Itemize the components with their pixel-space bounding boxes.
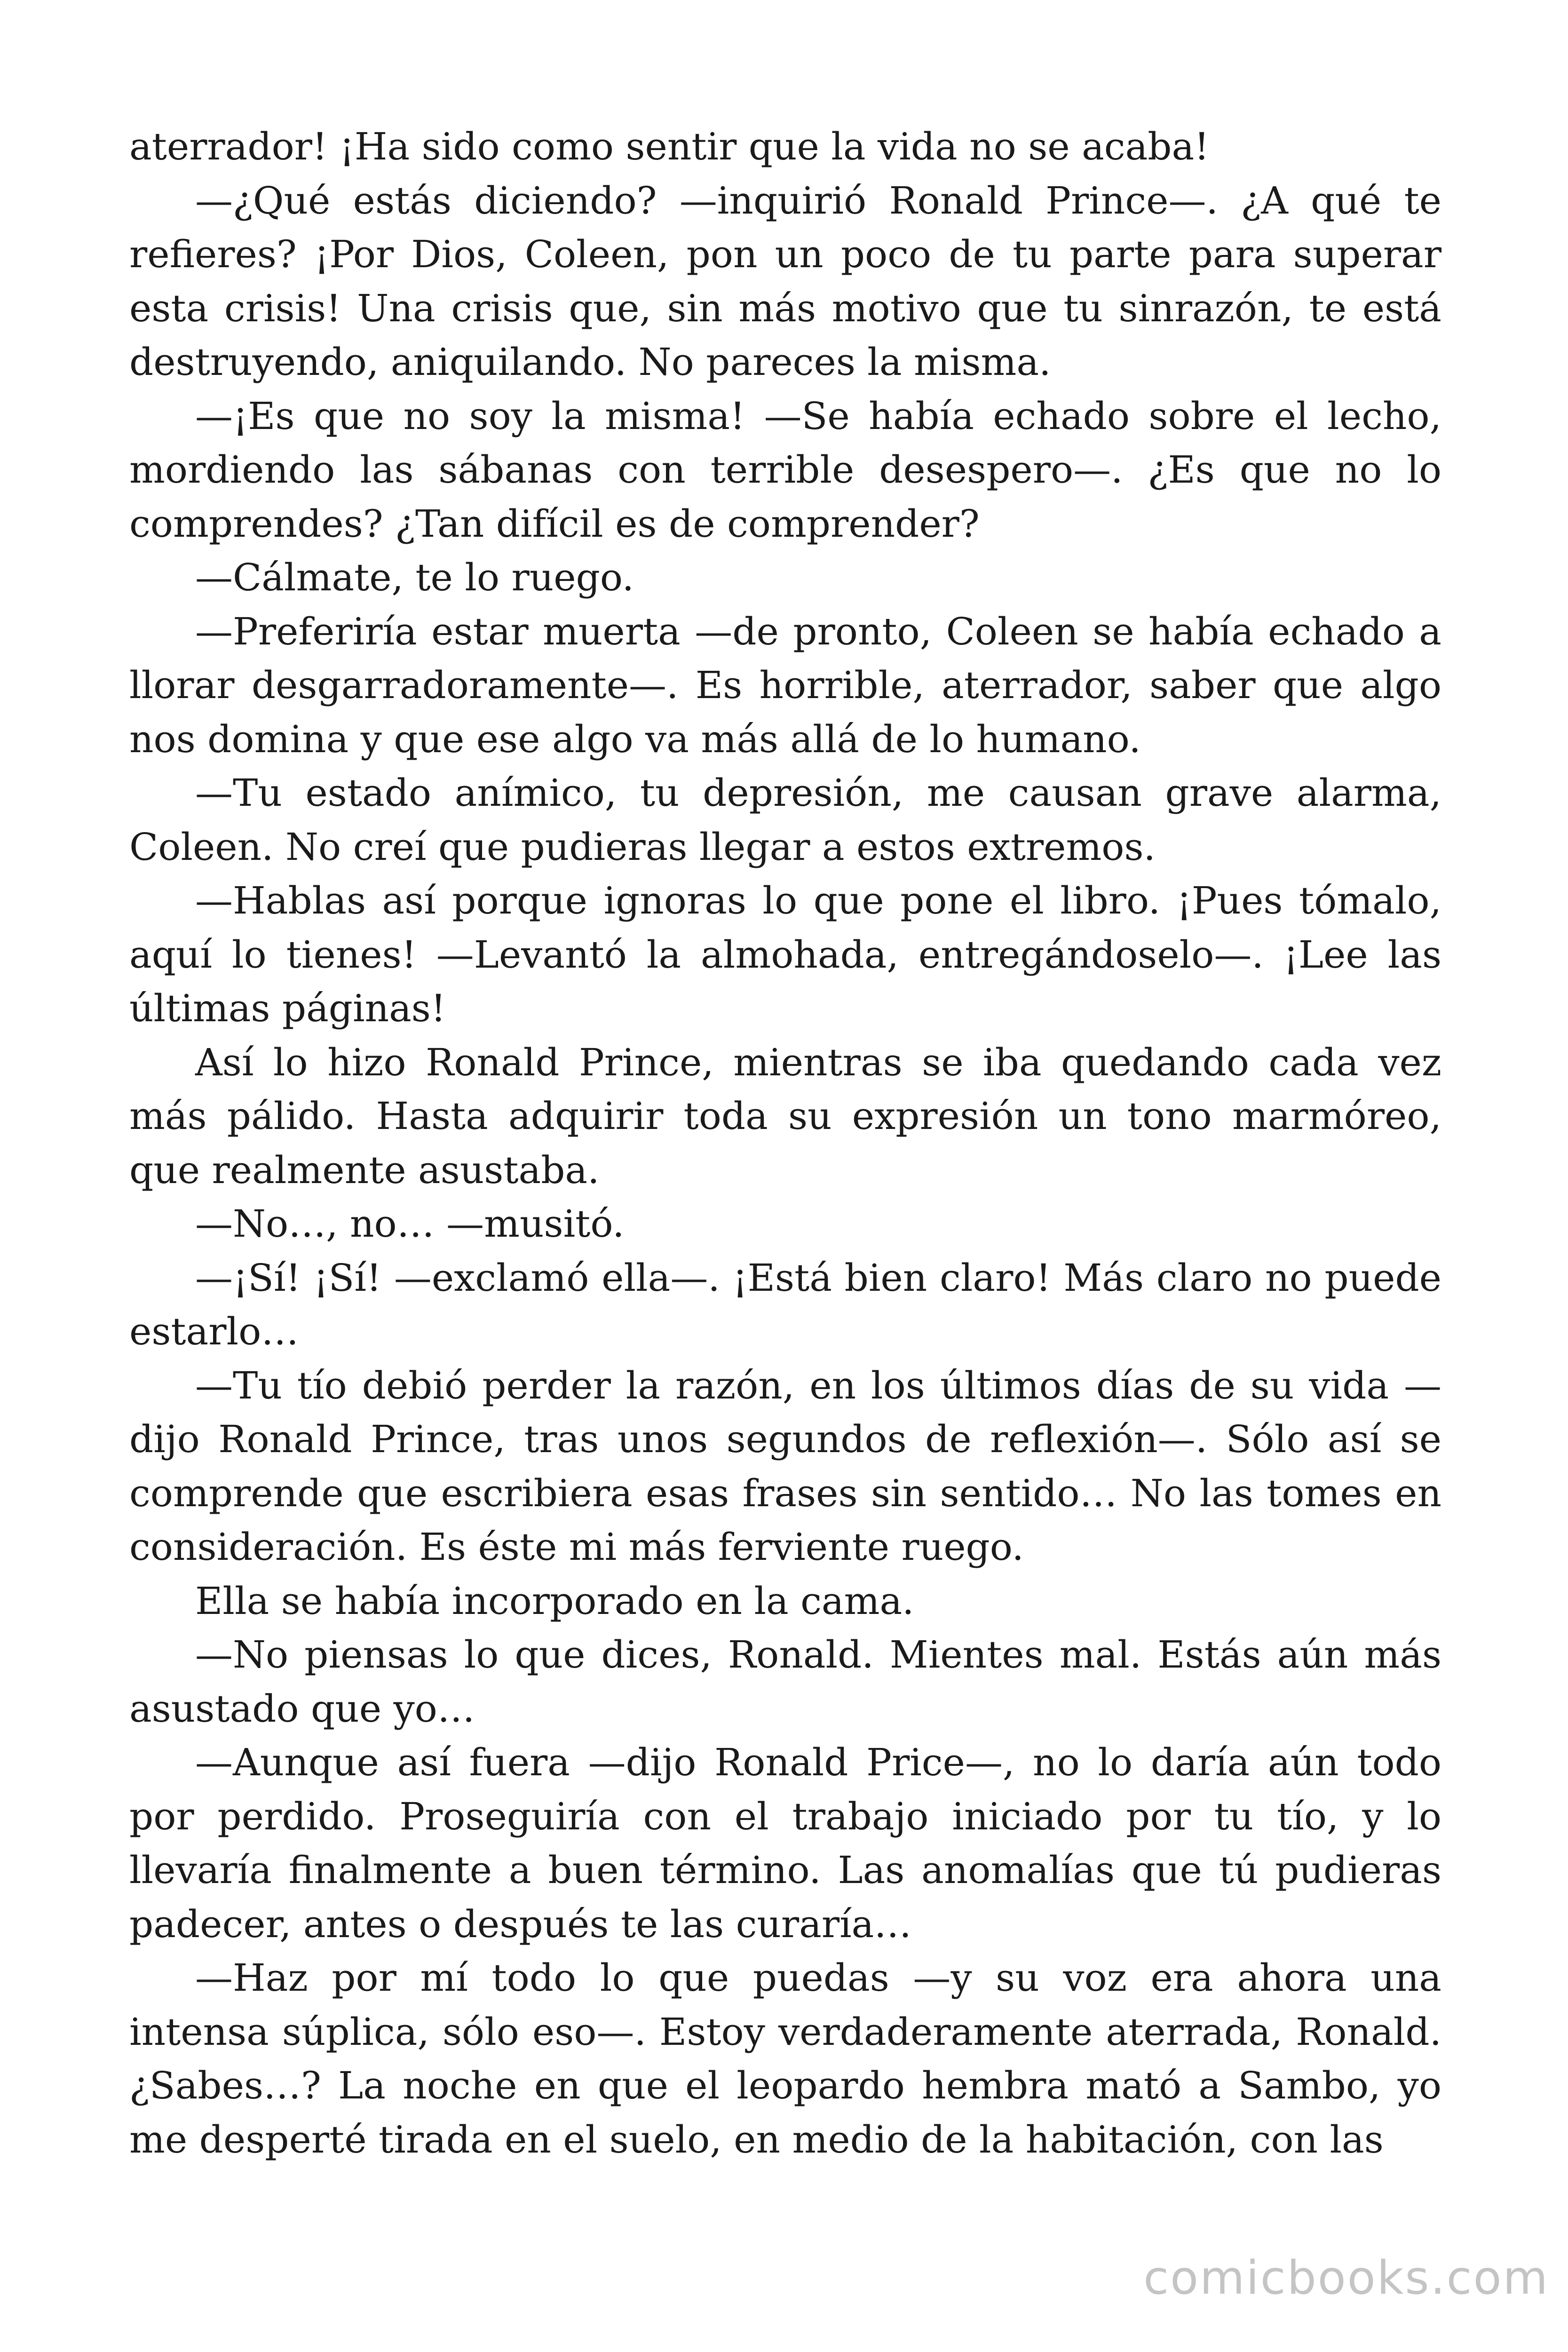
paragraph: Así lo hizo Ronald Prince, mientras se iba quedando cada vez más pálido. Hasta adquirir toda su expresión un tono marmóreo, que realmente asustaba. <box>129 1040 1441 1192</box>
paragraph: —Tu estado anímico, tu depresión, me causan grave alarma, Coleen. No creí que pudieras llegar a estos extremos. <box>129 771 1441 869</box>
paragraph: —Cálmate, te lo ruego. <box>195 556 634 599</box>
page-body <box>129 120 1441 2167</box>
paragraph: —No piensas lo que dices, Ronald. Mientes mal. Estás aún más asustado que yo… <box>129 1633 1441 1731</box>
paragraph: Ella se había incorporado en la cama. <box>195 1579 914 1623</box>
paragraph: —¡Sí! ¡Sí! —exclamó ella—. ¡Está bien claro! Más claro no puede estarlo… <box>129 1255 1441 1353</box>
paragraph: —No…, no… —musitó. <box>195 1202 625 1246</box>
paragraph-continuation: aterrador! ¡Ha sido como sentir que la vida no se acaba! <box>129 125 1210 168</box>
watermark: comicbooks.com <box>1143 2251 1549 2305</box>
paragraph: —Hablas así porque ignoras lo que pone el libro. ¡Pues tómalo, aquí lo tienes! —Levantó la almohada, entregándoselo—. ¡Lee las últimas páginas! <box>129 879 1441 1030</box>
paragraph: —¡Es que no soy la misma! —Se había echado sobre el lecho, mordiendo las sábanas con terrible desespero—. ¿Es que no lo comprendes? ¿Tan difícil es de comprender? <box>129 394 1441 546</box>
paragraph: —¿Qué estás diciendo? —inquirió Ronald Prince—. ¿A qué te refieres? ¡Por Dios, Coleen, pon un poco de tu parte para superar esta crisis! Una crisis que, sin más motivo que tu sinrazón, te está destruyendo, aniquilando. No pareces la misma. <box>129 178 1441 384</box>
paragraph: —Aunque así fuera —dijo Ronald Price—, no lo daría aún todo por perdido. Proseguiría con el trabajo iniciado por tu tío, y lo llevaría finalmente a buen término. Las anomalías que tú pudieras padecer, antes o después te las curaría… <box>129 1740 1441 1946</box>
paragraph: —Haz por mí todo lo que puedas —y su voz era ahora una intensa súplica, sólo eso—. Estoy verdaderamente aterrada, Ronald. ¿Sabes…? La noche en que el leopardo hembra mató a Sambo, yo me desperté tirada en el suelo, en medio de la habitación, con las <box>129 1956 1441 2161</box>
paragraph: —Preferiría estar muerta —de pronto, Coleen se había echado a llorar desgarradoramente—. Es horrible, aterrador, saber que algo nos domina y que ese algo va más allá de lo humano. <box>129 609 1441 761</box>
paragraph: —Tu tío debió perder la razón, en los últimos días de su vida —dijo Ronald Prince, tras unos segundos de reflexión—. Sólo así se comprende que escribiera esas frases sin sentido… No las tomes en consideración. Es éste mi más ferviente ruego. <box>129 1363 1441 1569</box>
